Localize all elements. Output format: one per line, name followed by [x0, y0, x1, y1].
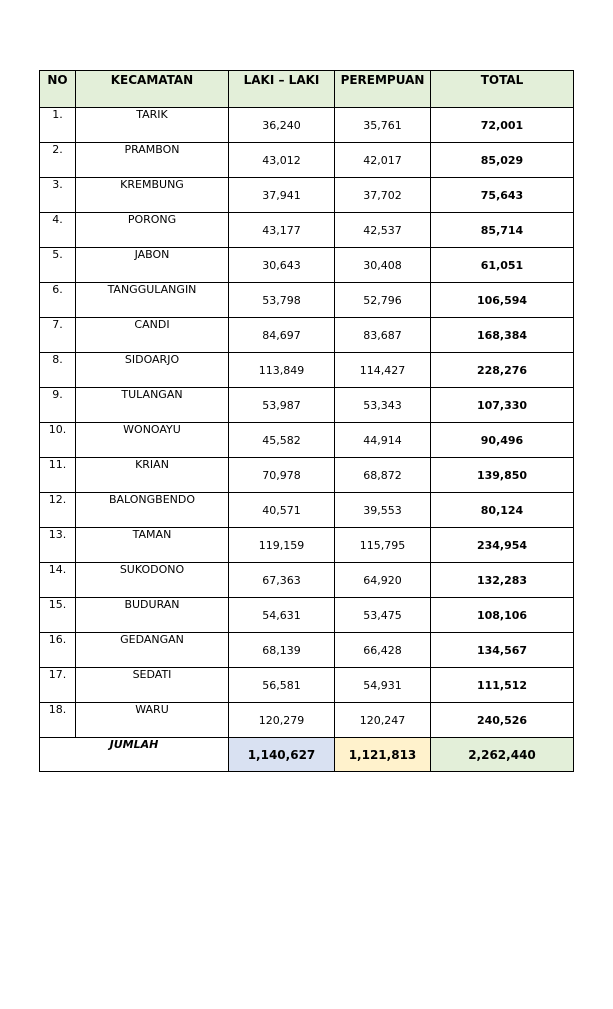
cell-total: 168,384	[431, 318, 574, 353]
cell-perempuan: 120,247	[335, 703, 431, 738]
summary-perempuan: 1,121,813	[335, 738, 431, 772]
population-table	[39, 70, 574, 772]
cell-no: 15.	[40, 598, 76, 633]
cell-no: 10.	[40, 423, 76, 458]
cell-kecamatan: SIDOARJO	[76, 353, 229, 388]
cell-kecamatan: PORONG	[76, 213, 229, 248]
table-row	[40, 563, 574, 598]
cell-laki-laki: 119,159	[229, 528, 335, 563]
cell-total: 75,643	[431, 178, 574, 213]
cell-no: 6.	[40, 283, 76, 318]
cell-laki-laki: 30,643	[229, 248, 335, 283]
header-perempuan: PEREMPUAN	[335, 71, 431, 108]
summary-row	[40, 738, 574, 772]
cell-total: 80,124	[431, 493, 574, 528]
table-row	[40, 318, 574, 353]
cell-kecamatan: BUDURAN	[76, 598, 229, 633]
cell-laki-laki: 56,581	[229, 668, 335, 703]
cell-total: 61,051	[431, 248, 574, 283]
cell-total: 132,283	[431, 563, 574, 598]
cell-total: 85,714	[431, 213, 574, 248]
cell-perempuan: 66,428	[335, 633, 431, 668]
cell-total: 228,276	[431, 353, 574, 388]
cell-total: 106,594	[431, 283, 574, 318]
cell-laki-laki: 53,987	[229, 388, 335, 423]
cell-kecamatan: TAMAN	[76, 528, 229, 563]
cell-kecamatan: GEDANGAN	[76, 633, 229, 668]
header-row	[40, 71, 574, 108]
cell-total: 72,001	[431, 108, 574, 143]
cell-perempuan: 37,702	[335, 178, 431, 213]
cell-laki-laki: 37,941	[229, 178, 335, 213]
cell-total: 139,850	[431, 458, 574, 493]
cell-perempuan: 30,408	[335, 248, 431, 283]
summary-laki-laki: 1,140,627	[229, 738, 335, 772]
cell-kecamatan: TULANGAN	[76, 388, 229, 423]
table-row	[40, 178, 574, 213]
cell-laki-laki: 43,177	[229, 213, 335, 248]
cell-laki-laki: 36,240	[229, 108, 335, 143]
cell-kecamatan: TARIK	[76, 108, 229, 143]
cell-perempuan: 39,553	[335, 493, 431, 528]
cell-laki-laki: 68,139	[229, 633, 335, 668]
cell-perempuan: 53,343	[335, 388, 431, 423]
cell-perempuan: 42,017	[335, 143, 431, 178]
cell-no: 14.	[40, 563, 76, 598]
cell-laki-laki: 67,363	[229, 563, 335, 598]
cell-total: 111,512	[431, 668, 574, 703]
cell-no: 1.	[40, 108, 76, 143]
header-laki-laki: LAKI – LAKI	[229, 71, 335, 108]
cell-kecamatan: TANGGULANGIN	[76, 283, 229, 318]
cell-total: 107,330	[431, 388, 574, 423]
cell-total: 90,496	[431, 423, 574, 458]
table-footer	[40, 738, 574, 772]
cell-kecamatan: WARU	[76, 703, 229, 738]
table-row	[40, 108, 574, 143]
cell-kecamatan: CANDI	[76, 318, 229, 353]
table-row	[40, 598, 574, 633]
table-row	[40, 423, 574, 458]
cell-no: 5.	[40, 248, 76, 283]
cell-perempuan: 64,920	[335, 563, 431, 598]
table-row	[40, 633, 574, 668]
header-total: TOTAL	[431, 71, 574, 108]
cell-perempuan: 35,761	[335, 108, 431, 143]
table-row	[40, 213, 574, 248]
cell-total: 234,954	[431, 528, 574, 563]
cell-laki-laki: 120,279	[229, 703, 335, 738]
table-row	[40, 388, 574, 423]
table-row	[40, 458, 574, 493]
header-kecamatan: KECAMATAN	[76, 71, 229, 108]
cell-no: 11.	[40, 458, 76, 493]
cell-no: 3.	[40, 178, 76, 213]
table-body	[40, 108, 574, 738]
cell-no: 16.	[40, 633, 76, 668]
cell-kecamatan: SEDATI	[76, 668, 229, 703]
cell-laki-laki: 70,978	[229, 458, 335, 493]
cell-perempuan: 54,931	[335, 668, 431, 703]
cell-laki-laki: 113,849	[229, 353, 335, 388]
cell-perempuan: 114,427	[335, 353, 431, 388]
summary-total: 2,262,440	[431, 738, 574, 772]
cell-perempuan: 44,914	[335, 423, 431, 458]
cell-total: 108,106	[431, 598, 574, 633]
cell-laki-laki: 84,697	[229, 318, 335, 353]
cell-kecamatan: JABON	[76, 248, 229, 283]
header-no: NO	[40, 71, 76, 108]
cell-laki-laki: 53,798	[229, 283, 335, 318]
cell-kecamatan: BALONGBENDO	[76, 493, 229, 528]
table-row	[40, 668, 574, 703]
cell-total: 85,029	[431, 143, 574, 178]
cell-no: 12.	[40, 493, 76, 528]
cell-laki-laki: 45,582	[229, 423, 335, 458]
cell-no: 18.	[40, 703, 76, 738]
cell-perempuan: 52,796	[335, 283, 431, 318]
cell-no: 8.	[40, 353, 76, 388]
cell-perempuan: 115,795	[335, 528, 431, 563]
cell-kecamatan: KREMBUNG	[76, 178, 229, 213]
table-header	[40, 71, 574, 108]
cell-no: 9.	[40, 388, 76, 423]
table-row	[40, 493, 574, 528]
cell-laki-laki: 40,571	[229, 493, 335, 528]
table-row	[40, 528, 574, 563]
cell-kecamatan: SUKODONO	[76, 563, 229, 598]
cell-kecamatan: WONOAYU	[76, 423, 229, 458]
table-row	[40, 353, 574, 388]
cell-no: 13.	[40, 528, 76, 563]
cell-perempuan: 68,872	[335, 458, 431, 493]
cell-no: 2.	[40, 143, 76, 178]
cell-total: 240,526	[431, 703, 574, 738]
cell-total: 134,567	[431, 633, 574, 668]
cell-no: 17.	[40, 668, 76, 703]
summary-label: JUMLAH	[40, 738, 229, 772]
cell-no: 7.	[40, 318, 76, 353]
cell-perempuan: 53,475	[335, 598, 431, 633]
cell-kecamatan: PRAMBON	[76, 143, 229, 178]
cell-perempuan: 42,537	[335, 213, 431, 248]
cell-kecamatan: KRIAN	[76, 458, 229, 493]
cell-laki-laki: 54,631	[229, 598, 335, 633]
cell-laki-laki: 43,012	[229, 143, 335, 178]
table-row	[40, 143, 574, 178]
table-row	[40, 703, 574, 738]
table-row	[40, 283, 574, 318]
cell-perempuan: 83,687	[335, 318, 431, 353]
table-row	[40, 248, 574, 283]
cell-no: 4.	[40, 213, 76, 248]
